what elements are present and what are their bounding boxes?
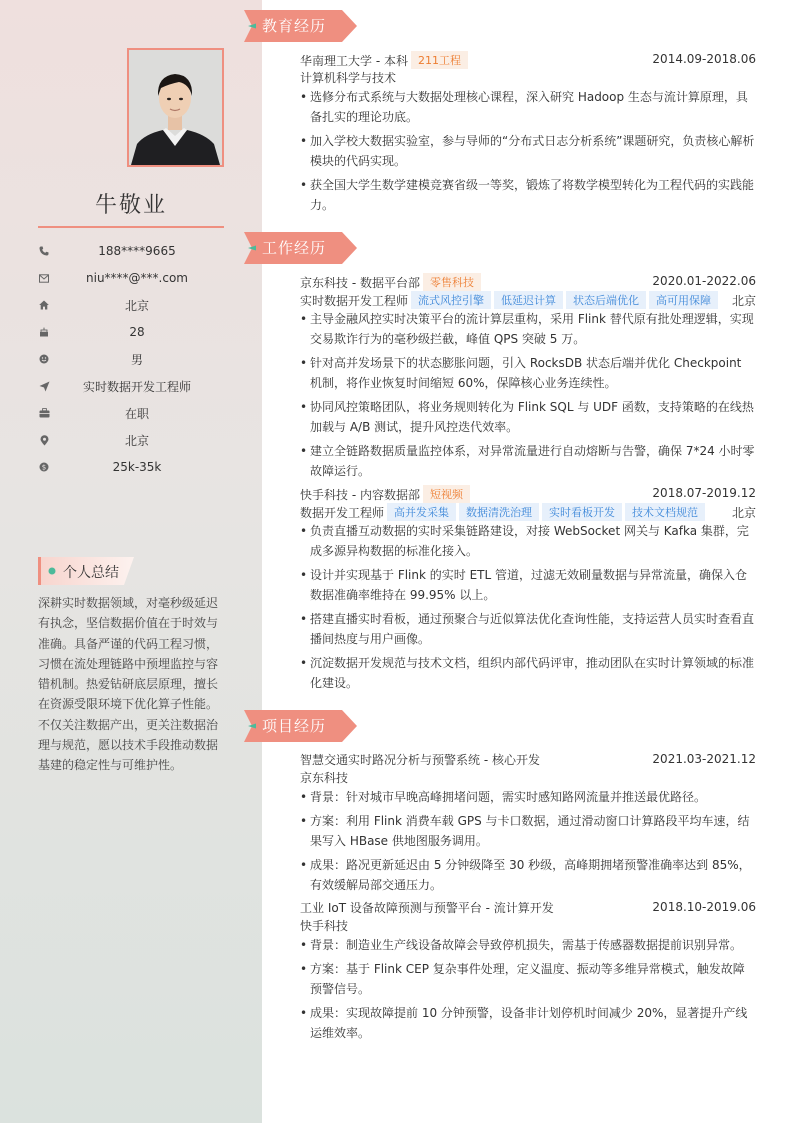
job-role-row (300, 291, 756, 309)
company-tag: 短视频 (423, 485, 470, 503)
job-bullet: • 负责直播互动数据的实时采集链路建设，对接 WebSocket 网关与 Kafka 集群，完成多源异构数据的标准化接入。 (300, 521, 756, 561)
info-position (38, 376, 224, 396)
svg-text:$: $ (41, 463, 47, 472)
skill-tag: 技术文档规范 (625, 503, 705, 521)
education-major: 计算机科学与技术 (300, 71, 397, 85)
section-education-header (244, 10, 358, 42)
section-title: 项目经历 (262, 717, 327, 735)
sidebar (0, 0, 262, 1123)
section-title: 工作经历 (262, 239, 327, 257)
project-org: 快手科技 (300, 919, 349, 933)
project-org: 京东科技 (300, 771, 349, 785)
project-bullet: • 背景：针对城市早晚高峰拥堵问题，需实时感知路网流量并推送最优路径。 (300, 787, 756, 807)
school-name: 华南理工大学 - 本科 (300, 54, 408, 68)
company-tag: 零售科技 (423, 273, 481, 291)
education-school-row (300, 51, 756, 69)
education-bullet: • 获全国大学生数学建模竞赛省级一等奖，锻炼了将数学模型转化为工程代码的实践能力。 (300, 175, 756, 215)
project-bullet: • 方案：基于 Flink CEP 复杂事件处理，定义温度、振动等多维异常模式，触发故障预警信号。 (300, 959, 756, 999)
job-role: 实时数据开发工程师 (300, 294, 409, 308)
project-name: 工业 IoT 设备故障预测与预警平台 - 流计算开发 (300, 901, 554, 915)
job-role: 数据开发工程师 (300, 506, 385, 520)
job-company-row (300, 485, 756, 503)
project-bullet: • 方案：利用 Flink 消费车载 GPS 与卡口数据，通过滑动窗口计算路段平均车速，结果写入 HBase 供地图服务调用。 (300, 811, 756, 851)
skill-tag: 流式风控引擎 (411, 291, 491, 309)
project-bullet: • 成果：实现故障提前 10 分钟预警，设备非计划停机时间减少 20%，显著提升产线运维效率。 (300, 1003, 756, 1043)
info-age (38, 322, 224, 342)
info-location (38, 430, 224, 450)
project-date: 2018.10-2019.06 (652, 900, 756, 914)
job-role-row (300, 503, 756, 521)
info-email (38, 268, 224, 288)
school-tag: 211工程 (411, 51, 468, 69)
job-bullet: • 针对高并发场景下的状态膨胀问题，引入 RocksDB 状态后端并优化 Checkpoint 机制，将作业恢复时间缩短 60%，保障核心业务连续性。 (300, 353, 756, 393)
salary-text: 25k-35k (112, 460, 162, 474)
job-bullet: • 沉淀数据开发规范与技术文档，组织内部代码评审，推动团队在实时计算领域的标准化建设。 (300, 653, 756, 693)
phone-icon (38, 245, 50, 257)
company-name: 京东科技 - 数据平台部 (300, 276, 420, 290)
skill-tag: 状态后端优化 (566, 291, 646, 309)
summary-header (38, 557, 134, 585)
project-bullet: • 成果：路况更新延迟由 5 分钟级降至 30 秒级，高峰期拥堵预警准确率达到 85%，有效缓解局部交通压力。 (300, 855, 756, 895)
job-city: 北京 (731, 294, 756, 308)
mail-icon (38, 272, 50, 284)
location-text: 北京 (124, 433, 149, 448)
project-name: 智慧交通实时路况分析与预警系统 - 核心开发 (300, 753, 540, 767)
job-city: 北京 (731, 506, 756, 520)
home-icon (38, 299, 50, 311)
info-status (38, 403, 224, 423)
project-date: 2021.03-2021.12 (652, 752, 756, 766)
job-bullet: • 协同风控策略团队，将业务规则转化为 Flink SQL 与 UDF 函数，支持策略的在线热加载与 A/B 测试，提升风控迭代效率。 (300, 397, 756, 437)
position-text: 实时数据开发工程师 (82, 379, 191, 394)
job-bullet: • 主导金融风控实时决策平台的流计算层重构，采用 Flink 替代原有批处理逻辑，实现交易欺诈行为的毫秒级拦截，峰值 QPS 突破 5 万。 (300, 309, 756, 349)
profile-photo (127, 48, 224, 167)
project-name-row (300, 899, 756, 917)
education-bullet: • 选修分布式系统与大数据处理核心课程，深入研究 Hadoop 生态与流计算原理，具备扎实的理论功底。 (300, 87, 756, 127)
skill-tag: 高可用保障 (649, 291, 718, 309)
summary-title: 个人总结 (63, 565, 119, 581)
education-bullet: • 加入学校大数据实验室，参与导师的“分布式日志分析系统”课题研究，负责核心解析模块的代码实现。 (300, 131, 756, 171)
summary-text: 深耕实时数据领域，对毫秒级延迟有执念，坚信数据价值在于时效与准确。具备严谨的代码工程习惯，习惯在流处理链路中预埋监控与容错机制。热爱钻研底层原理，擅长在资源受限环境下优化算子性能。不仅关注数据产出，更关注数据治理与规范，愿以技术手段推动数据基建的稳定性与可维护性。 (38, 596, 219, 773)
skill-tag: 数据清洗治理 (459, 503, 539, 521)
project-bullet: • 背景：制造业生产线设备故障会导致停机损失，需基于传感器数据提前识别异常。 (300, 935, 756, 955)
section-title: 教育经历 (262, 17, 327, 35)
email-text: niu****@***.com (86, 271, 188, 285)
section-projects-header (244, 710, 358, 742)
job-date: 2020.01-2022.06 (652, 274, 756, 288)
skill-tag: 低延迟计算 (494, 291, 563, 309)
job-company-row (300, 273, 756, 291)
phone-text: 188****9665 (98, 244, 176, 258)
info-gender (38, 349, 224, 369)
job-date: 2018.07-2019.12 (652, 486, 756, 500)
skill-tag: 高并发采集 (387, 503, 456, 521)
education-date: 2014.09-2018.06 (652, 52, 756, 66)
info-home (38, 295, 224, 315)
section-work-header (244, 232, 358, 264)
send-icon (38, 380, 50, 392)
info-salary (38, 457, 224, 477)
status-text: 在职 (124, 406, 149, 421)
home-text: 北京 (124, 298, 149, 313)
briefcase-icon (38, 407, 50, 419)
job-bullet: • 建立全链路数据质量监控体系，对异常流量进行自动熔断与告警，确保 7*24 小时零故障运行。 (300, 441, 756, 481)
gender-text: 男 (130, 352, 143, 367)
company-name: 快手科技 - 内容数据部 (300, 488, 420, 502)
job-bullet: • 设计并实现基于 Flink 的实时 ETL 管道，过滤无效刷量数据与异常流量，确保入仓数据准确率维持在 99.95% 以上。 (300, 565, 756, 605)
age-text: 28 (129, 325, 145, 339)
money-icon (38, 461, 50, 473)
skill-tag: 实时看板开发 (542, 503, 622, 521)
pin-icon (38, 434, 50, 446)
candidate-name: 牛敬业 (94, 193, 167, 218)
job-bullet: • 搭建直播实时看板，通过预聚合与近似算法优化查询性能，支持运营人员实时查看直播间热度与用户画像。 (300, 609, 756, 649)
name-divider (38, 226, 224, 228)
face-icon (38, 353, 50, 365)
cake-icon (38, 326, 50, 338)
project-name-row (300, 751, 756, 769)
info-phone (38, 241, 224, 261)
